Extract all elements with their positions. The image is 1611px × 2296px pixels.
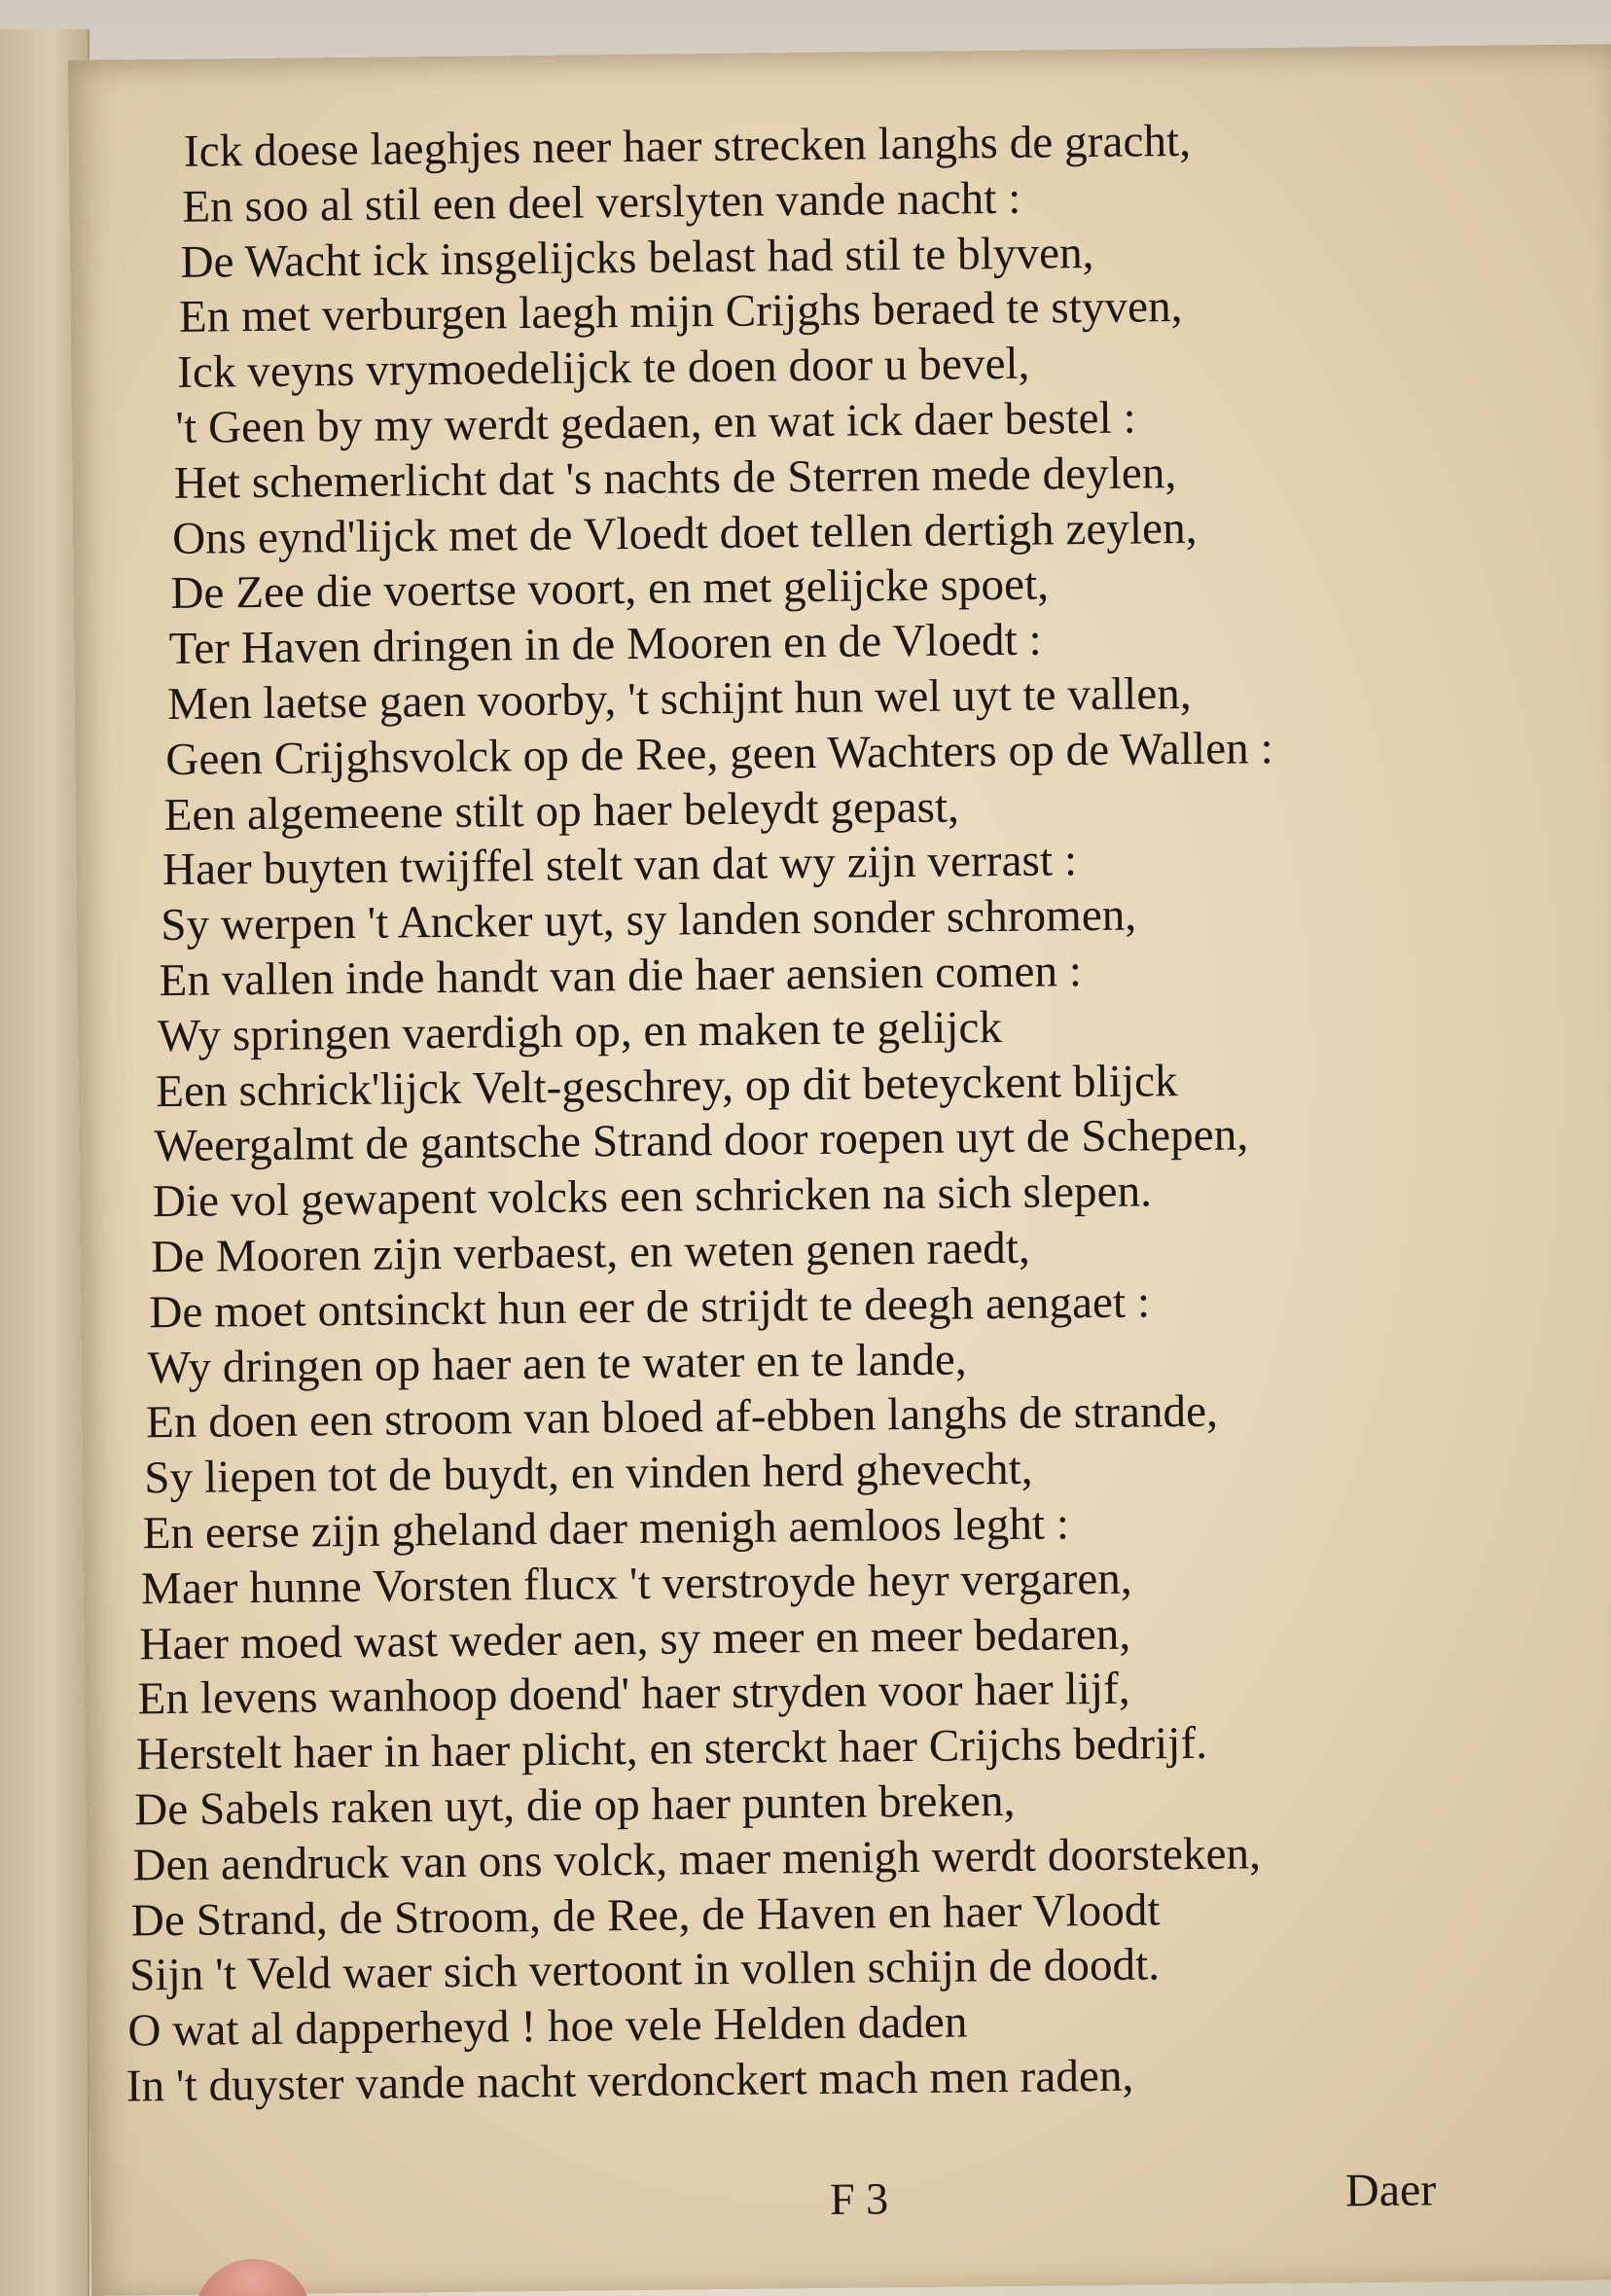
verse-line: De Zee die voertse voort, en met gelijcke spoet, <box>170 558 1050 620</box>
verse-line: Ick veyns vrymoedelijck te doen door u bevel, <box>176 338 1030 399</box>
verse-line: Haer moed wast weder aen, sy meer en meer bedaren, <box>139 1608 1131 1669</box>
catchword: Daer <box>1344 2164 1437 2217</box>
verse-line: En doen een stroom van bloed af-ebben langhs de strande, <box>145 1386 1219 1449</box>
verse-line: Herstelt haer in haer plicht, en sterckt haer Crijchs bedrijf. <box>135 1718 1208 1780</box>
verse-line: Haer buyten twijffel stelt van dat wy zijn verrast : <box>161 835 1078 896</box>
verse-line: Sijn 't Veld waer sich vertoont in vollen schijn de doodt. <box>128 1939 1161 2001</box>
verse-line: Den aendruck van ons volck, maer menigh werdt doorsteken, <box>132 1828 1262 1891</box>
verse-line: Men laetse gaen voorby, 't schijnt hun wel uyt te vallen, <box>166 667 1192 730</box>
verse-line: De Strand, de Stroom, de Ree, de Haven en haer Vloodt <box>130 1883 1161 1947</box>
verse-line: Sy liepen tot de buydt, en vinden herd ghevecht, <box>144 1443 1033 1504</box>
verse-line: Ick doese laeghjes neer haer strecken langhs de gracht, <box>183 115 1192 177</box>
verse-block <box>68 44 1611 2295</box>
signature-mark: F 3 <box>829 2173 889 2224</box>
verse-line: En soo al stil een deel verslyten vande nacht : <box>182 172 1021 233</box>
verse-line: En eerse zijn gheland daer menigh aemloos leght : <box>142 1498 1070 1560</box>
verse-line: En met verburgen laegh mijn Crijghs beraed te styven, <box>178 281 1183 343</box>
verse-line: In 't duyster vande nacht verdonckert mach men raden, <box>125 2050 1134 2112</box>
verse-line: Die vol gewapent volcks een schricken na sich slepen. <box>152 1166 1153 1228</box>
verse-line: Geen Crijghsvolck op de Ree, geen Wachters op de Wallen : <box>165 722 1274 785</box>
verse-line: De Mooren zijn verbaest, en weten genen raedt, <box>150 1222 1031 1283</box>
verse-line: O wat al dapperheyd ! hoe vele Helden daden <box>127 1996 968 2057</box>
verse-line: Wy dringen op haer aen te water en te lande, <box>147 1333 967 1393</box>
verse-line: Ter Haven dringen in de Mooren en de Vloedt : <box>168 614 1042 675</box>
verse-line: Het schemerlicht dat 's nachts de Sterren mede deylen, <box>173 447 1177 509</box>
verse-line: En levens wanhoop doend' haer stryden voor haer lijf, <box>137 1664 1130 1725</box>
verse-line: Een schrick'lijck Velt-geschrey, op dit beteyckent blijck <box>155 1055 1178 1117</box>
verse-line: Maer hunne Vorsten flucx 't verstroyde heyr vergaren, <box>140 1553 1132 1615</box>
book-page <box>68 44 1611 2295</box>
verse-line: Sy werpen 't Ancker uyt, sy landen sonder schromen, <box>161 889 1137 951</box>
verse-line: De Sabels raken uyt, die op haer punten breken, <box>133 1775 1016 1836</box>
verse-line: Wy springen vaerdigh op, en maken te gelijck <box>157 1001 1003 1061</box>
verse-line: En vallen inde handt van die haer aensien comen : <box>159 946 1083 1007</box>
verse-line: De moet ontsinckt hun eer de strijdt te deegh aengaet : <box>149 1276 1151 1338</box>
verse-line: Ons eynd'lijck met de Vloedt doet tellen dertigh zeylen, <box>171 502 1198 564</box>
verse-line: 't Geen by my werdt gedaen, en wat ick daer bestel : <box>175 392 1136 453</box>
verse-line: De Wacht ick insgelijcks belast had stil te blyven, <box>180 227 1094 288</box>
verse-line: Een algemeene stilt op haer beleydt gepast, <box>163 781 960 841</box>
verse-line: Weergalmt de gantsche Strand door roepen uyt de Schepen, <box>154 1109 1249 1172</box>
